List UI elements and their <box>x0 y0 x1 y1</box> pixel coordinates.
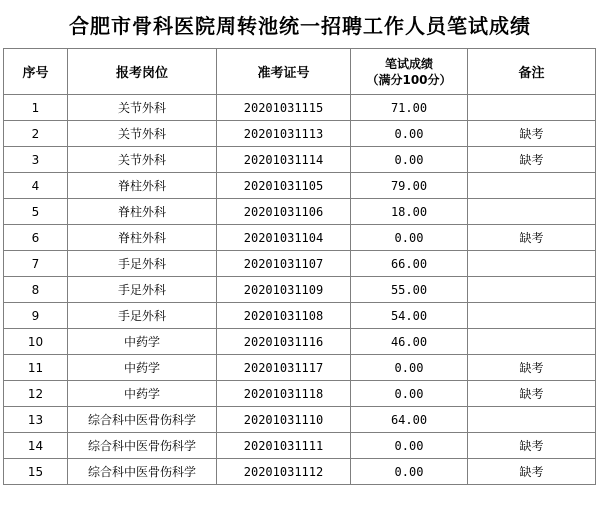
cell-note: 缺考 <box>468 381 596 407</box>
table-row <box>4 329 596 355</box>
cell-ticket: 20201031105 <box>217 173 351 199</box>
header-score-line1: 笔试成绩 <box>384 56 433 71</box>
cell-no: 14 <box>4 433 68 459</box>
cell-position: 中药学 <box>68 355 217 381</box>
table-row <box>4 433 596 459</box>
cell-ticket: 20201031115 <box>217 95 351 121</box>
header-no: 序号 <box>4 49 68 95</box>
cell-position: 中药学 <box>68 329 217 355</box>
cell-note: 缺考 <box>468 121 596 147</box>
cell-score: 0.00 <box>351 459 468 485</box>
cell-no: 4 <box>4 173 68 199</box>
cell-ticket: 20201031117 <box>217 355 351 381</box>
cell-note <box>468 173 596 199</box>
cell-ticket: 20201031104 <box>217 225 351 251</box>
cell-no: 9 <box>4 303 68 329</box>
cell-note <box>468 303 596 329</box>
cell-position: 关节外科 <box>68 95 217 121</box>
cell-score: 71.00 <box>351 95 468 121</box>
cell-no: 15 <box>4 459 68 485</box>
cell-score: 0.00 <box>351 147 468 173</box>
header-position: 报考岗位 <box>68 49 217 95</box>
table-row <box>4 173 596 199</box>
table-row <box>4 199 596 225</box>
table-row <box>4 147 596 173</box>
header-note: 备注 <box>468 49 596 95</box>
cell-score: 55.00 <box>351 277 468 303</box>
cell-position: 中药学 <box>68 381 217 407</box>
cell-score: 54.00 <box>351 303 468 329</box>
cell-position: 综合科中医骨伤科学 <box>68 407 217 433</box>
table-row <box>4 121 596 147</box>
header-ticket: 准考证号 <box>217 49 351 95</box>
cell-ticket: 20201031113 <box>217 121 351 147</box>
cell-note <box>468 277 596 303</box>
cell-no: 5 <box>4 199 68 225</box>
cell-no: 12 <box>4 381 68 407</box>
cell-note <box>468 251 596 277</box>
cell-position: 关节外科 <box>68 147 217 173</box>
cell-position: 脊柱外科 <box>68 225 217 251</box>
cell-ticket: 20201031116 <box>217 329 351 355</box>
cell-no: 11 <box>4 355 68 381</box>
cell-ticket: 20201031118 <box>217 381 351 407</box>
cell-ticket: 20201031109 <box>217 277 351 303</box>
table-row <box>4 355 596 381</box>
cell-score: 18.00 <box>351 199 468 225</box>
cell-note: 缺考 <box>468 147 596 173</box>
cell-ticket: 20201031110 <box>217 407 351 433</box>
cell-no: 8 <box>4 277 68 303</box>
cell-score: 0.00 <box>351 225 468 251</box>
table-row <box>4 95 596 121</box>
cell-score: 0.00 <box>351 355 468 381</box>
cell-position: 手足外科 <box>68 251 217 277</box>
header-row <box>4 49 596 95</box>
cell-ticket: 20201031111 <box>217 433 351 459</box>
cell-no: 3 <box>4 147 68 173</box>
cell-position: 综合科中医骨伤科学 <box>68 459 217 485</box>
cell-position: 综合科中医骨伤科学 <box>68 433 217 459</box>
cell-score: 64.00 <box>351 407 468 433</box>
cell-ticket: 20201031108 <box>217 303 351 329</box>
cell-no: 7 <box>4 251 68 277</box>
cell-score: 79.00 <box>351 173 468 199</box>
cell-note <box>468 199 596 225</box>
table-row <box>4 277 596 303</box>
cell-ticket: 20201031114 <box>217 147 351 173</box>
cell-note <box>468 329 596 355</box>
table-row <box>4 407 596 433</box>
cell-note <box>468 95 596 121</box>
cell-score: 66.00 <box>351 251 468 277</box>
table-row <box>4 459 596 485</box>
table-row <box>4 381 596 407</box>
results-table <box>3 48 596 485</box>
cell-no: 6 <box>4 225 68 251</box>
header-score-line2: （满分100分） <box>366 72 452 87</box>
cell-score: 46.00 <box>351 329 468 355</box>
cell-position: 脊柱外科 <box>68 199 217 225</box>
cell-ticket: 20201031107 <box>217 251 351 277</box>
cell-note: 缺考 <box>468 459 596 485</box>
cell-note: 缺考 <box>468 433 596 459</box>
table-row <box>4 251 596 277</box>
page-title: 合肥市骨科医院周转池统一招聘工作人员笔试成绩 <box>69 13 531 38</box>
cell-position: 关节外科 <box>68 121 217 147</box>
cell-note: 缺考 <box>468 225 596 251</box>
cell-score: 0.00 <box>351 121 468 147</box>
cell-score: 0.00 <box>351 381 468 407</box>
cell-no: 2 <box>4 121 68 147</box>
table-row <box>4 303 596 329</box>
cell-ticket: 20201031112 <box>217 459 351 485</box>
cell-ticket: 20201031106 <box>217 199 351 225</box>
cell-position: 手足外科 <box>68 277 217 303</box>
cell-score: 0.00 <box>351 433 468 459</box>
cell-no: 1 <box>4 95 68 121</box>
cell-position: 手足外科 <box>68 303 217 329</box>
cell-no: 13 <box>4 407 68 433</box>
cell-position: 脊柱外科 <box>68 173 217 199</box>
header-score <box>351 49 468 95</box>
cell-no: 10 <box>4 329 68 355</box>
cell-note: 缺考 <box>468 355 596 381</box>
cell-note <box>468 407 596 433</box>
table-row <box>4 225 596 251</box>
